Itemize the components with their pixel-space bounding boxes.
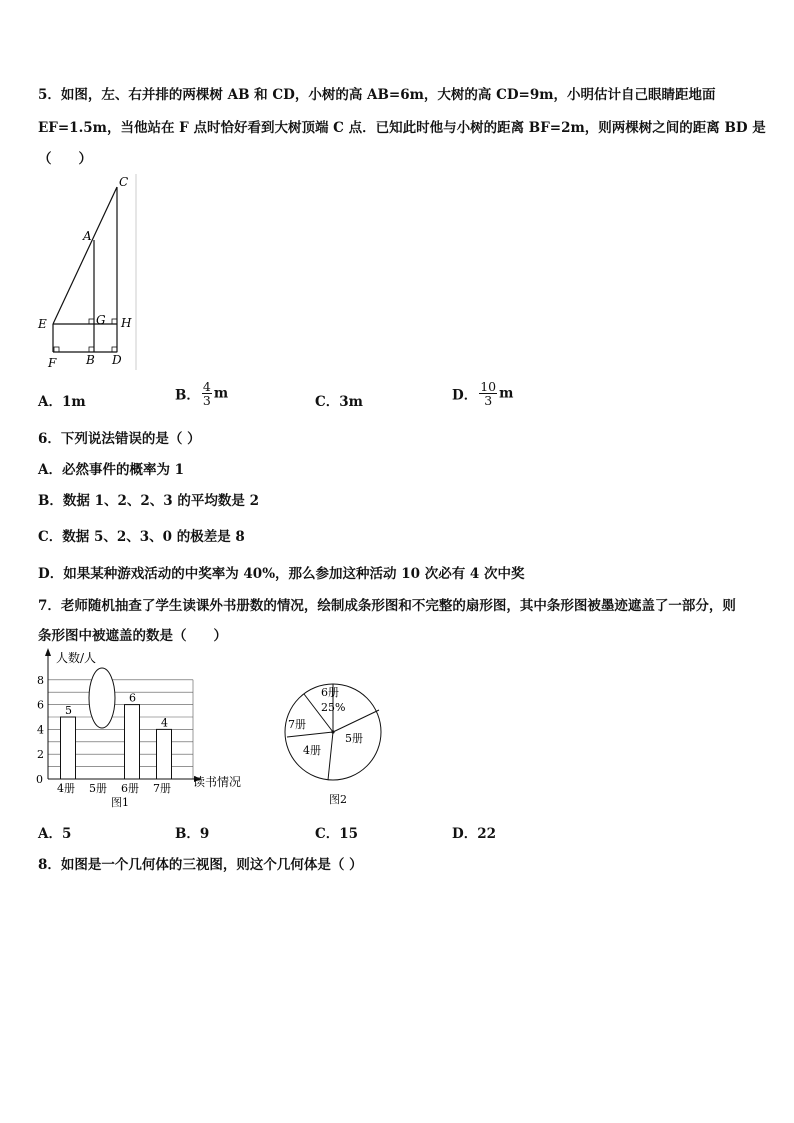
option-letter: C． (315, 394, 340, 410)
q5-option-c[interactable] (315, 390, 363, 410)
ink-blot (89, 668, 115, 728)
bar (61, 717, 76, 779)
q5-option-a[interactable] (38, 390, 86, 410)
origin-label: 0 (36, 773, 43, 786)
point-e-label: E (38, 317, 47, 331)
option-text: 1m (61, 394, 86, 410)
point-h-label: H (121, 316, 132, 330)
q7-stem-line2: 条形图中被遮盖的数是（ ） (38, 628, 227, 644)
y-tick-label: 2 (37, 748, 44, 762)
pie-label-4: 4册 (303, 744, 321, 757)
q8-stem: 8．如图是一个几何体的三视图，则这个几何体是（ ） (38, 857, 363, 873)
chart1-caption: 图1 (111, 796, 129, 809)
pie-label-7: 7册 (288, 718, 306, 731)
point-c-label: C (119, 175, 129, 189)
bar (125, 705, 140, 779)
q5-stem-line1: 5．如图，左、右并排的两棵树 AB 和 CD，小树的高 AB=6m，大树的高 CD=9m，小明估计自己眼睛距地面 (38, 87, 716, 103)
category-label: 5册 (89, 782, 107, 795)
y-tick-label: 8 (37, 673, 44, 687)
point-d-label: D (112, 353, 122, 367)
q5-option-b[interactable] (175, 380, 228, 407)
y-axis-arrow (45, 648, 51, 656)
category-label: 7册 (153, 782, 171, 795)
bar-value-label: 6 (129, 691, 136, 705)
q7-option-d[interactable]: D．22 (452, 826, 496, 842)
chart2-caption: 图2 (329, 793, 347, 806)
y-axis-label: 人数/人 (56, 651, 97, 665)
point-g-label: G (96, 313, 106, 327)
x-axis-label: 读书情况 (193, 775, 242, 789)
option-unit: m (499, 385, 514, 402)
q7-option-b[interactable]: B．9 (175, 826, 210, 842)
q5-option-d[interactable] (452, 380, 513, 407)
y-tick-label: 4 (37, 723, 44, 737)
option-letter: D． (452, 387, 478, 404)
option-text: 3m (339, 394, 363, 410)
option-unit: m (213, 385, 229, 402)
q5-stem-line2: EF=1.5m，当他站在 F 点时恰好看到大树顶端 C 点．已知此时他与小树的距离 BF=2m，则两棵树之间的距离 BD 是 (38, 120, 766, 136)
pie-divider (328, 732, 333, 780)
bar (157, 729, 172, 779)
point-f-label: F (48, 356, 57, 370)
q6-option-a[interactable]: A．必然事件的概率为 1 (38, 462, 185, 478)
q7-option-a[interactable]: A．5 (38, 826, 72, 842)
pie-center (331, 730, 334, 733)
q6-option-d[interactable]: D．如果某种游戏活动的中奖率为 40%，那么参加这种活动 10 次必有 4 次中奖 (38, 566, 525, 582)
q7-stem-line1: 7．老师随机抽查了学生读课外书册数的情况，绘制成条形图和不完整的扇形图，其中条形图被墨迹遮盖了一部分，则 (38, 598, 736, 614)
q7-option-c[interactable]: C．15 (315, 826, 359, 842)
option-letter: B． (175, 387, 200, 404)
category-label: 4册 (57, 782, 75, 795)
pie-label-6: 6册 (321, 686, 339, 699)
bar-chart (28, 646, 263, 811)
option-letter: A． (38, 394, 62, 410)
pie-divider (287, 732, 333, 737)
y-tick-label: 6 (37, 698, 44, 712)
q6-stem: 6．下列说法错误的是（ ） (38, 431, 201, 447)
pie-label-5: 5册 (345, 732, 363, 745)
pie-label-pct: 25% (321, 701, 346, 714)
q5-stem-line3: （ ） (38, 151, 92, 167)
q5-figure (30, 170, 145, 375)
fraction: $\frac{4}{3}$ (202, 379, 211, 409)
bar-value-label: 5 (65, 704, 72, 717)
fraction: $\frac{10}{3}$ (480, 379, 497, 409)
q6-option-c[interactable]: C．数据 5、2、3、0 的极差是 8 (38, 529, 245, 545)
point-a-label: A (83, 229, 92, 243)
q6-option-b[interactable]: B．数据 1、2、2、3 的平均数是 2 (38, 493, 259, 509)
pie-chart (278, 676, 388, 812)
point-b-label: B (86, 353, 95, 367)
bar-value-label: 4 (161, 716, 168, 730)
category-label: 6册 (121, 782, 139, 795)
